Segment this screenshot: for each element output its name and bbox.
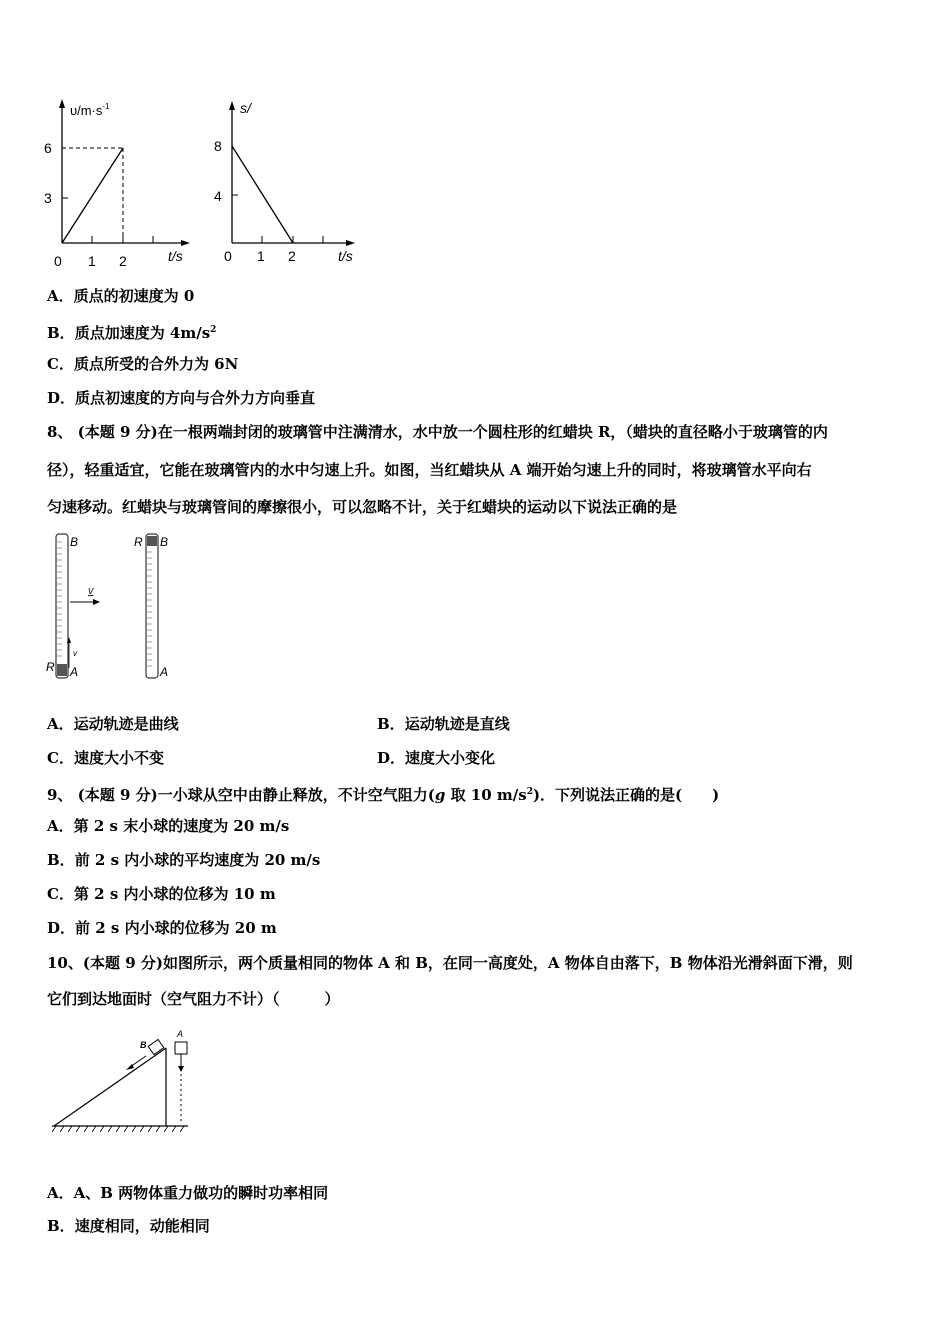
vt-x-label: t/s xyxy=(168,248,183,264)
q8-label-a-left: A xyxy=(70,665,79,679)
q8-option-a: A．运动轨迹是曲线 xyxy=(47,715,179,733)
st-y-tick-8: 8 xyxy=(214,138,222,154)
q8-red-block-bottom xyxy=(57,664,67,676)
vt-x-tick-1: 1 xyxy=(88,253,96,269)
q7-option-a: A．质点的初速度为 0 xyxy=(47,287,195,305)
q9-option-c: C．第 2 s 内小球的位移为 10 m xyxy=(47,885,276,903)
vt-y-label: $\upsilon/m\cdot s^{-1}$ xyxy=(70,102,110,118)
st-line xyxy=(232,146,293,243)
q7-option-c: C．质点所受的合外力为 6N xyxy=(47,355,239,373)
q8-label-r-left: R xyxy=(46,660,55,674)
q10-option-b: B．速度相同，动能相同 xyxy=(47,1217,210,1235)
q9-option-d: D．前 2 s 内小球的位移为 20 m xyxy=(47,919,277,937)
st-x-label: t/s xyxy=(338,248,353,264)
q10-slope xyxy=(54,1048,166,1126)
q8-label-b-left: B xyxy=(70,535,79,549)
st-graph xyxy=(208,95,368,270)
st-y-tick-4: 4 xyxy=(214,188,222,204)
st-y-label: s/ xyxy=(240,100,251,116)
q10-option-a: A．A、B 两物体重力做功的瞬时功率相同 xyxy=(47,1184,329,1202)
st-x-tick-1: 1 xyxy=(257,248,265,264)
q10-stem-line2: 它们到达地面时（空气阻力不计）（ ） xyxy=(47,990,340,1008)
vt-graph xyxy=(38,95,198,270)
q8-stem-line3: 匀速移动。红蜡块与玻璃管间的摩擦很小，可以忽略不计，关于红蜡块的运动以下说法正确的是 xyxy=(47,498,678,516)
q10-stem-line1: 10、(本题 9 分)如图所示，两个质量相同的物体 A 和 B，在同一高度处，A 物体自由落下，B 物体沿光滑斜面下滑，则 xyxy=(47,954,853,972)
q8-option-c: C．速度大小不变 xyxy=(47,749,164,767)
q8-option-d: D．速度大小变化 xyxy=(377,749,496,767)
q8-tube-figure xyxy=(40,528,190,688)
q8-label-v: v xyxy=(73,649,77,658)
q8-left-tube xyxy=(56,534,68,678)
vt-y-tick-6: 6 xyxy=(44,140,52,156)
q8-label-vy: v xyxy=(88,585,94,597)
q8-red-block-top xyxy=(147,536,157,546)
q9-stem: 9、 (本题 9 分)一小球从空中由静止释放，不计空气阻力(g 取 10 $m/s^2$)．下列说法正确的是( ) xyxy=(47,786,720,804)
q10-label-b: B xyxy=(140,1040,147,1050)
vt-x-tick-0: 0 xyxy=(54,253,62,269)
vt-y-tick-3: 3 xyxy=(44,190,52,206)
q10-label-a: A xyxy=(177,1029,184,1039)
q8-stem-line1: 8、 (本题 9 分)在一根两端封闭的玻璃管中注满清水，水中放一个圆柱形的红蜡块 R，（蜡块的直径略小于玻璃管的内 xyxy=(47,423,828,441)
q10-block-a xyxy=(175,1042,187,1054)
q8-option-b: B．运动轨迹是直线 xyxy=(377,715,510,733)
q9-option-a: A．第 2 s 末小球的速度为 20 m/s xyxy=(47,817,290,835)
q7-option-d: D．质点初速度的方向与合外力方向垂直 xyxy=(47,389,316,407)
q10-block-b xyxy=(148,1039,164,1054)
vt-x-tick-2: 2 xyxy=(119,253,127,269)
q10-incline-figure xyxy=(46,1024,196,1139)
st-x-tick-0: 0 xyxy=(224,248,232,264)
q8-stem-line2: 径），轻重适宜，它能在玻璃管内的水中匀速上升。如图，当红蜡块从 A 端开始匀速上升的同时，将玻璃管水平向右 xyxy=(47,461,812,479)
q9-option-b: B．前 2 s 内小球的平均速度为 20 m/s xyxy=(47,851,321,869)
st-x-tick-2: 2 xyxy=(288,248,296,264)
vt-line xyxy=(62,148,123,243)
q8-label-r-right: R xyxy=(134,535,143,549)
q7-option-b: B．质点加速度为 $4m/s^2$ xyxy=(47,324,217,342)
q8-label-a-right: A xyxy=(160,665,169,679)
q8-label-b-right: B xyxy=(160,535,169,549)
